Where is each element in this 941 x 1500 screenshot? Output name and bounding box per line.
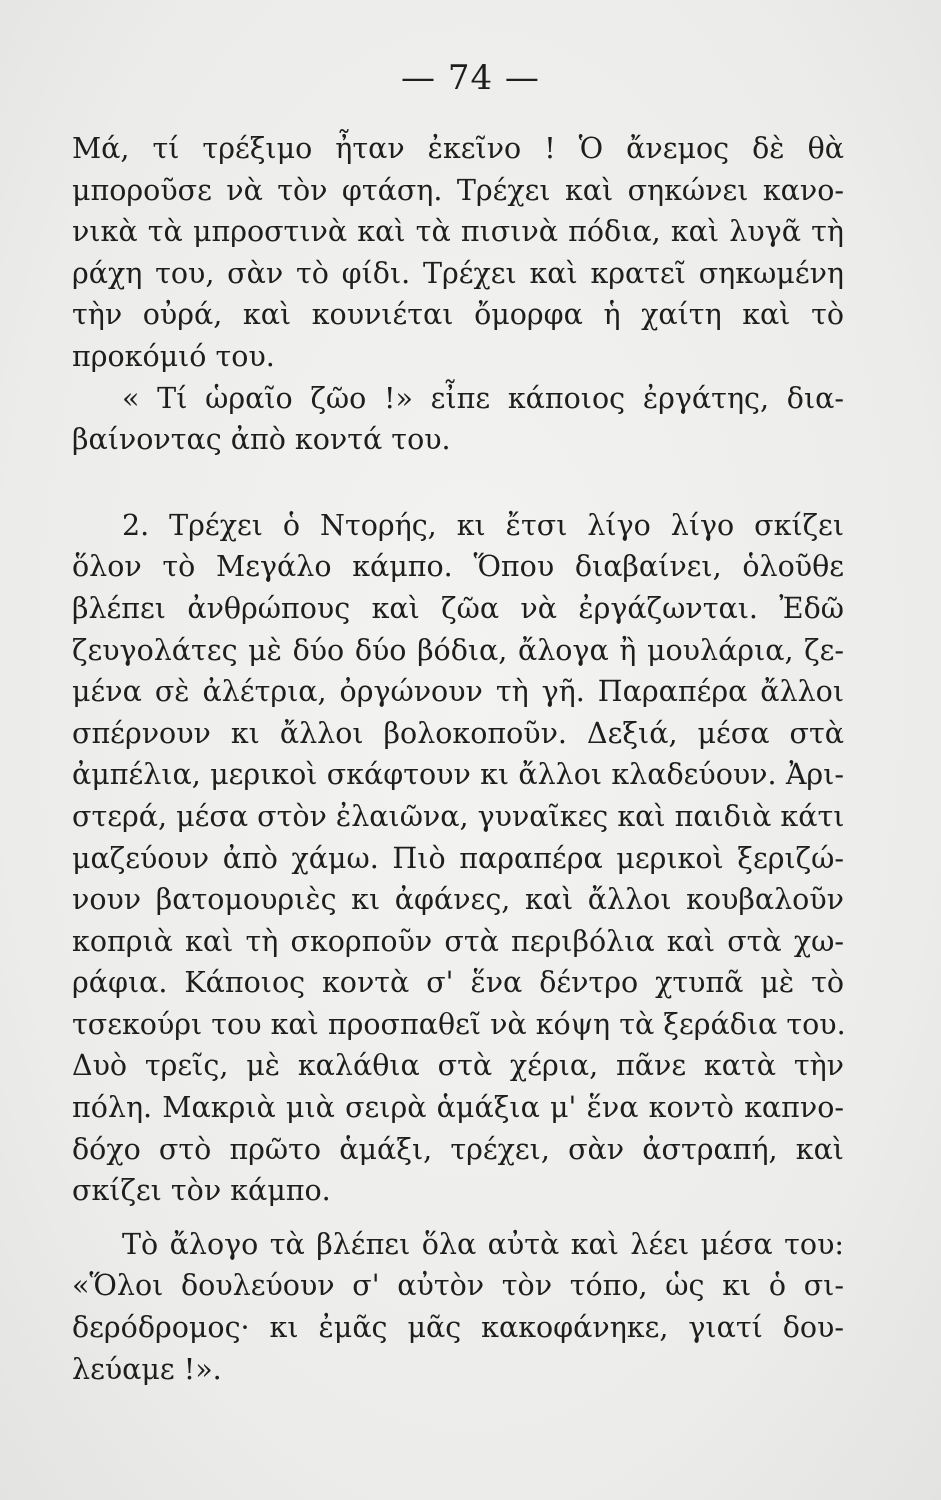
text-line: σκίζει τὸν κάμπο. <box>72 1174 331 1208</box>
section-gap <box>72 461 844 505</box>
text-line: Τὸ ἄλογο τὰ βλέπει ὅλα αὐτὰ καὶ λέει μέσα του: <box>122 1227 844 1261</box>
text-line: ἀμπέλια, μερικοὶ σκάφτουν κι ἄλλοι κλαδεύουν. Ἀρι- <box>72 758 844 792</box>
text-line: μποροῦσε νὰ τὸν φτάση. Τρέχει καὶ σηκώνει κανο- <box>72 173 844 207</box>
paragraph-3 <box>72 505 844 1212</box>
text-line: στερά, μέσα στὸν ἐλαιῶνα, γυναῖκες καὶ παιδιὰ κάτι <box>72 799 845 833</box>
page-number: — 74 — <box>401 58 540 98</box>
text-line: Δυὸ τρεῖς, μὲ καλάθια στὰ χέρια, πᾶνε κατὰ τὴν <box>72 1049 844 1083</box>
text-line: κοπριὰ καὶ τὴ σκορποῦν στὰ περιβόλια καὶ στὰ χω- <box>72 924 844 958</box>
text-line: τσεκούρι του καὶ προσπαθεῖ νὰ κόψη τὰ ξεράδια του. <box>72 1007 846 1041</box>
text-line: « Τί ὡραῖο ζῶο !» εἶπε κάποιος ἐργάτης, δια- <box>122 381 844 415</box>
text-line: ράφια. Κάποιος κοντὰ σ' ἕνα δέντρο χτυπᾶ μὲ τὸ <box>72 966 844 1000</box>
paragraph-4 <box>72 1224 844 1390</box>
text-line: δόχο στὸ πρῶτο ἁμάξι, τρέχει, σὰν ἀστραπή, καὶ <box>72 1132 844 1166</box>
text-line: ράχη του, σὰν τὸ φίδι. Τρέχει καὶ κρατεῖ σηκωμένη <box>72 256 844 290</box>
text-line: μένα σὲ ἀλέτρια, ὀργώνουν τὴ γῆ. Παραπέρα ἄλλοι <box>72 675 844 709</box>
text-line: ὅλον τὸ Μεγάλο κάμπο. Ὅπου διαβαίνει, ὁλοῦθε <box>72 550 844 584</box>
paragraph-gap <box>72 1212 844 1224</box>
text-line: δερόδρομος· κι ἐμᾶς μᾶς κακοφάνηκε, γιατί δου- <box>72 1311 844 1345</box>
text-line: Μά, τί τρέξιμο ἦταν ἐκεῖνο ! Ὁ ἄνεμος δὲ θὰ <box>72 132 844 165</box>
text-line: προκόμιό του. <box>72 339 275 373</box>
text-line: βλέπει ἀνθρώπους καὶ ζῶα νὰ ἐργάζωνται. Ἐδῶ <box>72 591 844 625</box>
text-line: λεύαμε !». <box>72 1352 222 1386</box>
text-line: σπέρνουν κι ἄλλοι βολοκοποῦν. Δεξιά, μέσα στὰ <box>72 716 844 750</box>
body-text <box>72 128 844 1390</box>
text-line: βαίνοντας ἀπὸ κοντά του. <box>72 423 451 457</box>
text-line: ζευγολάτες μὲ δύο δύο βόδια, ἄλογα ἢ μουλάρια, ζε- <box>72 633 844 667</box>
text-line: πόλη. Μακριὰ μιὰ σειρὰ ἁμάξια μ' ἕνα κοντὸ καπνο- <box>72 1091 844 1125</box>
text-line: τὴν οὐρά, καὶ κουνιέται ὄμορφα ἡ χαίτη καὶ τὸ <box>72 298 844 332</box>
paragraph-2 <box>72 378 844 461</box>
text-line: μαζεύουν ἀπὸ χάμω. Πιὸ παραπέρα μερικοὶ ξεριζώ- <box>72 841 844 875</box>
text-line: νουν βατομουριὲς κι ἀφάνες, καὶ ἄλλοι κουβαλοῦν <box>72 883 844 917</box>
paragraph-1 <box>72 128 844 378</box>
text-line: νικὰ τὰ μπροστινὰ καὶ τὰ πισινὰ πόδια, καὶ λυγᾶ τὴ <box>72 215 844 249</box>
text-line: «Ὅλοι δουλεύουν σ' αὐτὸν τὸν τόπο, ὡς κι ὁ σι- <box>72 1269 844 1303</box>
text-line: 2. Τρέχει ὁ Ντορής, κι ἔτσι λίγο λίγο σκίζει <box>122 508 844 542</box>
